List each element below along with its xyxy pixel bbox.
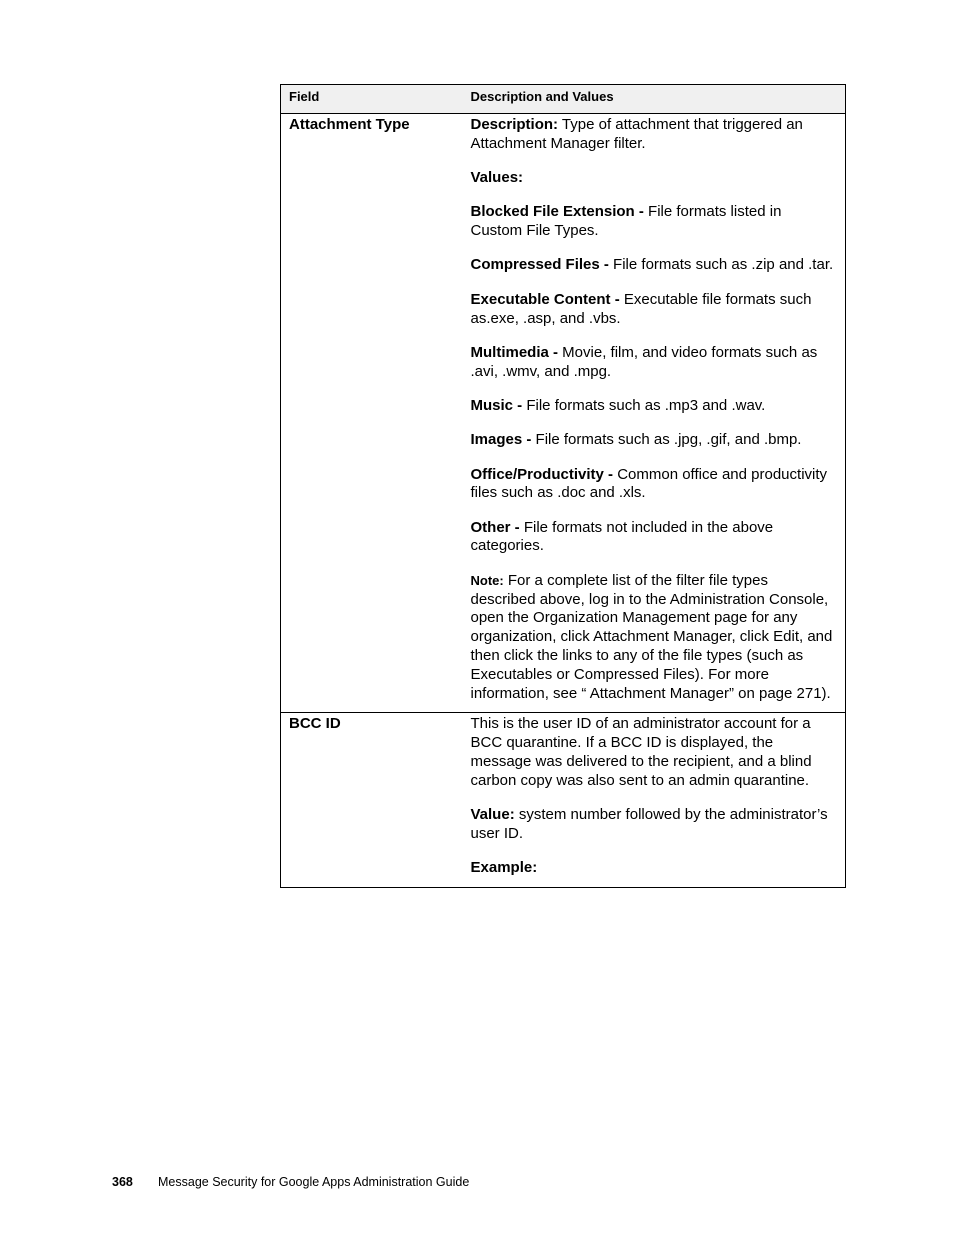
field-name: BCC ID [281,713,463,888]
description-paragraph [471,572,836,704]
paragraph-text: Executable file formats such as.exe, .asp, and .vbs. [470,290,812,327]
page-number: 368 [112,1175,133,1189]
paragraph-label: Images - [470,431,532,449]
paragraph-text: For a complete list of the filter file types described above, log in to the Administration Console, open the Organization Management page for any organization, click Attachment Manager, click Edit, and then click the links to any of the file types (such as Executables or Compressed Files). For more information, see “ Attachment Manager” on page 271). [470,571,833,702]
description-paragraph [471,431,836,450]
paragraph-text: File formats listed in Custom File Types. [470,203,782,240]
description-paragraph [471,397,836,416]
paragraph-label: Executable Content - [470,290,620,308]
paragraph-text: File formats such as .mp3 and .wav. [522,396,766,414]
description-paragraph [471,715,836,790]
description-paragraph [471,116,836,154]
header-description: Description and Values [463,85,846,114]
table-header-row [281,85,846,114]
header-field: Field [281,85,463,114]
paragraph-text: File formats such as .jpg, .gif, and .bmp. [531,431,802,449]
paragraph-label: Value: [470,806,515,824]
field-description [463,713,846,888]
table-body [281,114,846,888]
description-paragraph [471,344,836,382]
table-row [281,713,846,888]
paragraph-label: Blocked File Extension - [470,203,644,221]
paragraph-text: Type of attachment that triggered an Attachment Manager filter. [470,116,803,152]
description-paragraph [471,291,836,329]
paragraph-text: File formats such as .zip and .tar. [608,256,834,274]
table-row [281,114,846,713]
page-footer [112,1174,469,1190]
description-paragraph [471,203,836,241]
paragraph-label: Multimedia - [470,343,559,361]
description-paragraph [471,169,836,188]
paragraph-label: Compressed Files - [470,256,609,274]
field-name: Attachment Type [281,114,463,713]
paragraph-label: Example: [470,859,538,877]
field-description [463,114,846,713]
paragraph-text: system number followed by the administrator’s user ID. [470,806,828,842]
paragraph-label: Other - [470,518,520,536]
description-paragraph [471,256,836,275]
paragraph-text: File formats not included in the above categories. [470,518,774,555]
field-description-table [280,84,846,888]
description-paragraph [471,519,836,557]
description-paragraph [471,806,836,844]
description-paragraph [471,859,836,878]
description-paragraph [471,466,836,504]
paragraph-label: Values: [470,169,524,187]
footer-title: Message Security for Google Apps Administration Guide [158,1175,470,1189]
paragraph-label: Office/Productivity - [470,465,614,483]
paragraph-text: This is the user ID of an administrator account for a BCC quarantine. If a BCC ID is displayed, the message was delivered to the recipient, and a blind carbon copy was also sent to an admin quarantine. [470,715,812,789]
paragraph-text: Movie, film, and video formats such as .avi, .wmv, and .mpg. [470,343,818,380]
paragraph-label: Description: [470,116,559,133]
paragraph-label: Music - [470,396,523,414]
paragraph-text: Common office and productivity files such as .doc and .xls. [470,465,828,502]
paragraph-label: Note: [470,572,504,588]
